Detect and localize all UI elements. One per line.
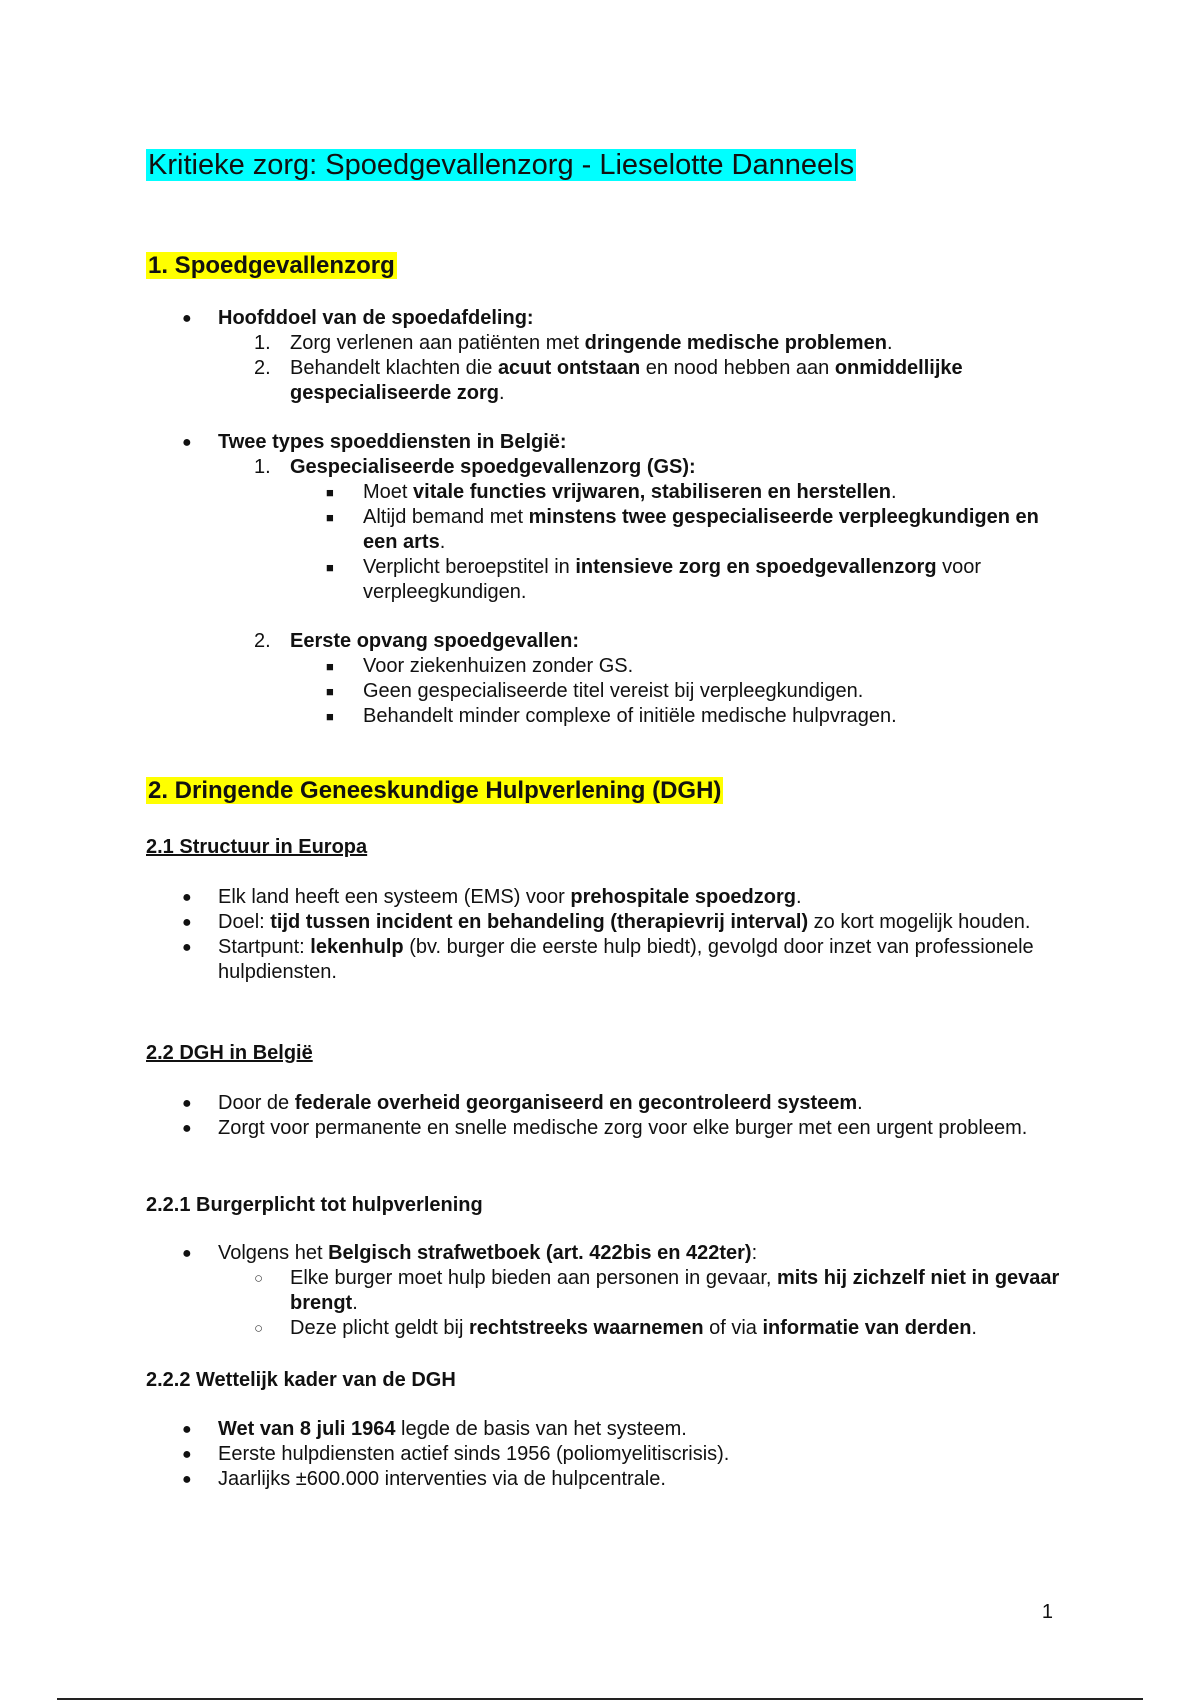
text-run: . (857, 1092, 863, 1114)
section-heading-2-text: 2. Dringende Geneeskundige Hulpverlening (DGH) (148, 777, 722, 804)
document-title (146, 146, 856, 184)
text-run: voor verpleegkundigen. (363, 556, 982, 603)
list-item (0, 1116, 1200, 1141)
text-run: Zorgt voor permanente en snelle medische zorg voor elke burger met een urgent probleem. (218, 1117, 1028, 1139)
text-run: Moet (363, 481, 414, 503)
list-item (0, 505, 1200, 555)
list-item (0, 1091, 1200, 1116)
text-run: Jaarlijks ±600.000 interventies via de hulpcentrale. (218, 1468, 666, 1490)
text-run: of via (703, 1317, 763, 1339)
list-item (0, 555, 1200, 605)
square-marker: ■ (326, 684, 334, 699)
square-marker: ■ (326, 510, 334, 525)
section-heading-1-text: 1. Spoedgevallenzorg (148, 252, 395, 279)
subheading-2-2: 2.2 DGH in België (146, 1042, 313, 1064)
text-run: Behandelt minder complexe of initiële medische hulpvragen. (363, 705, 897, 727)
bold-text: federale overheid georganiseerd en gecontroleerd systeem (294, 1092, 858, 1114)
bullet-marker: ● (182, 310, 192, 327)
list-item (0, 1442, 1200, 1467)
square-marker: ■ (326, 560, 334, 575)
bold-text: mits hij zichzelf niet in gevaar brengt (290, 1267, 1060, 1314)
bold-text: Eerste opvang spoedgevallen: (290, 630, 579, 652)
list-item (0, 1241, 1200, 1266)
bold-text: intensieve zorg en spoedgevallenzorg (575, 556, 937, 578)
bullet-marker: ● (182, 1245, 192, 1262)
list-item (0, 455, 1200, 480)
bullet-marker: ● (182, 939, 192, 956)
square-marker: ■ (326, 659, 334, 674)
section-2-1-list (0, 885, 1200, 985)
text-run: . (795, 886, 802, 908)
bold-text: rechtstreeks waarnemen (468, 1317, 704, 1339)
text-run: Verplicht beroepstitel in (363, 556, 576, 578)
list-item (0, 331, 1200, 356)
bold-text: prehospitale spoedzorg (570, 886, 796, 908)
list-item-heading: Twee types spoeddiensten in België: (218, 431, 567, 453)
spacer (0, 605, 1200, 629)
section-heading-1 (146, 249, 397, 283)
bold-text: onmiddellijke gespecialiseerde zorg (290, 357, 963, 404)
bullet-marker: ● (182, 1421, 192, 1438)
text-run: en nood hebben aan (640, 357, 835, 379)
bold-text: lekenhulp (310, 936, 404, 958)
text-run: . (891, 481, 897, 503)
list-item (0, 885, 1200, 910)
bold-text: minstens twee gespecialiseerde verpleegkundigen en een arts (363, 506, 1039, 553)
text-run: Door de (218, 1092, 295, 1114)
text-run: Behandelt klachten die (290, 357, 498, 379)
bold-text: dringende medische problemen (584, 332, 887, 354)
text-run: Voor ziekenhuizen zonder GS. (363, 655, 634, 677)
text-run: legde de basis van het systeem. (395, 1418, 687, 1440)
list-item (0, 306, 1200, 331)
subheading-2-1: 2.1 Structuur in Europa (146, 836, 368, 858)
bullet-marker: ● (182, 889, 192, 906)
bold-text: tijd tussen incident en behandeling (therapievrij interval) (270, 911, 809, 933)
list-item (0, 1266, 1200, 1316)
bold-text: Belgisch strafwetboek (art. 422bis en 422ter) (328, 1242, 752, 1264)
text-run: Volgens het (218, 1242, 329, 1264)
text-run: . (498, 382, 505, 404)
bullet-marker: ● (182, 914, 192, 931)
text-run: Zorg verlenen aan patiënten met (290, 332, 585, 354)
list-item (0, 356, 1200, 406)
bullet-marker: ● (182, 1095, 192, 1112)
bullet-marker: ● (182, 1471, 192, 1488)
text-run: Elke burger moet hulp bieden aan personen in gevaar, (290, 1267, 778, 1289)
list-item (0, 679, 1200, 704)
bullet-marker: ● (182, 1446, 192, 1463)
text-run: Deze plicht geldt bij (290, 1317, 469, 1339)
square-marker: ■ (326, 709, 334, 724)
list-item (0, 704, 1200, 729)
circle-marker: ○ (254, 1270, 264, 1287)
square-marker: ■ (326, 485, 334, 500)
spacer (0, 406, 1200, 430)
text-run: Geen gespecialiseerde titel vereist bij verpleegkundigen. (363, 680, 864, 702)
list-item (0, 1417, 1200, 1442)
list-item (0, 1316, 1200, 1341)
subheading-2-2-1: 2.2.1 Burgerplicht tot hulpverlening (146, 1194, 483, 1216)
list-item (0, 654, 1200, 679)
text-run: (bv. burger die eerste hulp biedt), gevolgd door inzet van professionele hulpdiensten. (218, 936, 1034, 983)
text-run: zo kort mogelijk houden. (808, 911, 1031, 933)
text-run: Altijd bemand met (363, 506, 529, 528)
bold-text: Gespecialiseerde spoedgevallenzorg (GS): (290, 456, 696, 478)
text-run: . (439, 531, 446, 553)
section-2-2-1-list (0, 1241, 1200, 1341)
section-2-2-list (0, 1091, 1200, 1141)
text-run: . (886, 332, 893, 354)
list-item-heading: Hoofddoel van de spoedafdeling: (218, 307, 534, 329)
title-highlight: Kritieke zorg: Spoedgevallenzorg - Lieselotte Danneels (148, 149, 855, 181)
number-marker: 2. (254, 630, 271, 652)
section-1-list (0, 306, 1200, 729)
text-run: Doel: (218, 911, 271, 933)
number-marker: 1. (254, 456, 271, 478)
bold-text: acuut ontstaan (497, 357, 641, 379)
text-run: Elk land heeft een systeem (EMS) voor (218, 886, 571, 908)
text-run: Eerste hulpdiensten actief sinds 1956 (poliomyelitiscrisis). (218, 1443, 730, 1465)
text-run: . (352, 1292, 358, 1314)
bold-text: Wet van 8 juli 1964 (218, 1418, 396, 1440)
circle-marker: ○ (254, 1320, 264, 1337)
section-heading-2 (146, 774, 723, 808)
list-item (0, 1467, 1200, 1492)
bullet-marker: ● (182, 1120, 192, 1137)
page-number: 1 (1041, 1601, 1053, 1623)
section-2-2-2-list (0, 1417, 1200, 1492)
list-item (0, 480, 1200, 505)
bullet-marker: ● (182, 434, 192, 451)
number-marker: 1. (254, 332, 271, 354)
bold-text: vitale functies vrijwaren, stabiliseren en herstellen (413, 481, 891, 503)
list-item (0, 935, 1200, 985)
subheading-2-2-2: 2.2.2 Wettelijk kader van de DGH (146, 1369, 456, 1391)
text-run: : (751, 1242, 758, 1264)
text-run: . (971, 1317, 977, 1339)
list-item (0, 910, 1200, 935)
list-item (0, 430, 1200, 455)
bold-text: informatie van derden (762, 1317, 972, 1339)
list-item (0, 629, 1200, 654)
text-run: Startpunt: (218, 936, 311, 958)
number-marker: 2. (254, 357, 271, 379)
